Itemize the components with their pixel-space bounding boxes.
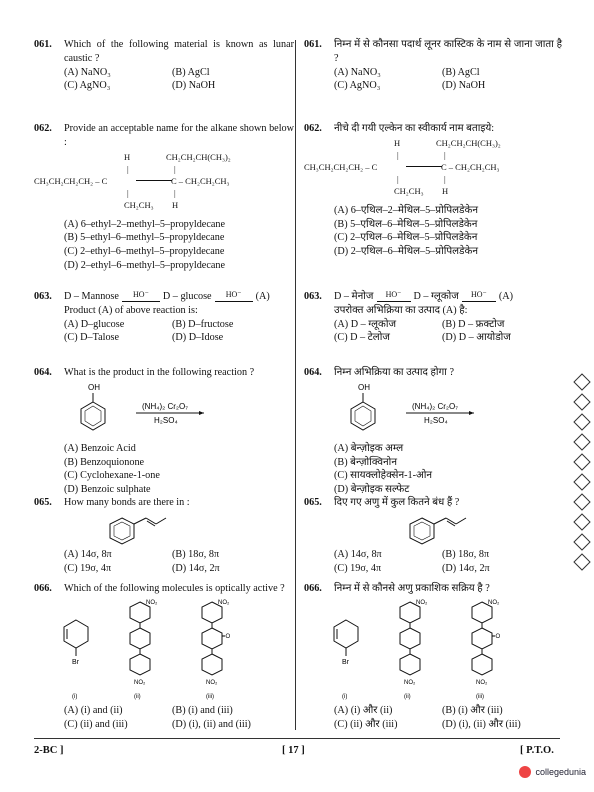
struct-main-right: C – CH₂CH₂CH₃	[441, 161, 500, 172]
footer-code: 2-BC ]	[34, 745, 64, 756]
label-ii: (ii)	[404, 693, 411, 700]
question-065-hi	[304, 496, 562, 575]
styrene-structure	[404, 510, 594, 548]
option-c: (C) 19σ, 4π	[334, 562, 382, 574]
option-a: (A) 6–ethyl–2–methyl–5–propyldecane	[64, 218, 225, 230]
no2-label-iii-top: NO₂	[488, 599, 500, 606]
option-d: (D) D–Idose	[172, 332, 224, 344]
option-d: (D) Benzoic sulphate	[64, 484, 151, 496]
oh-label: OH	[88, 382, 100, 392]
option-d: (D) D – आयोडोज	[442, 332, 511, 344]
br-label: Br	[72, 658, 79, 666]
option-a: (A) D–glucose	[64, 318, 125, 330]
no2-label-iii-bottom: NO₂	[476, 679, 488, 686]
question-066-hi	[304, 582, 562, 731]
styrene-structure	[104, 510, 304, 548]
label-i: (i)	[72, 693, 78, 700]
option-c: (C) 2–एथिल–6–मेथिल–5–प्रोपिलडेकेन	[334, 232, 478, 244]
question-063-hi	[304, 290, 562, 345]
option-c: (C) D – टेलोज	[334, 332, 390, 344]
option-a: (A) NaNO₃	[64, 66, 111, 78]
question-064-hi	[304, 366, 562, 497]
no2-label-ii-bottom: NO₂	[134, 679, 146, 686]
question-062-hi	[304, 122, 562, 259]
option-a: (A) बेन्ज़ोइक अम्ल	[334, 442, 404, 454]
phenol-reaction-diagram	[64, 380, 264, 442]
reagent-2: HO⁻	[225, 290, 242, 300]
reactant: D – Mannose	[64, 291, 119, 302]
question-number: 063.	[34, 291, 52, 302]
oh-label: OH	[358, 382, 370, 392]
product: (A)	[498, 291, 513, 302]
footer-rule	[34, 738, 560, 739]
option-b: (B) AgCl	[442, 66, 480, 78]
option-d: (D) 14σ, 2π	[442, 562, 490, 574]
struct-main-left: CH₃CH₂CH₂CH₂ – C	[304, 161, 378, 172]
option-c: (C) सायक्लोहेक्सेन-1-ओन	[334, 470, 433, 482]
column-divider	[295, 40, 296, 730]
option-d: (D) 2–एथिल–6–मेथिल–5–प्रोपिलडेकेन	[334, 246, 478, 258]
option-d: (D) 14σ, 2π	[172, 562, 220, 574]
option-a: (A) 14σ, 8π	[334, 548, 382, 560]
question-number: 064.	[34, 367, 52, 378]
struct-top-right: CH₂CH₂CH(CH₃)₂	[166, 151, 231, 162]
option-b: (B) (i) and (iii)	[172, 704, 233, 716]
question-text: दिए गए अणु में कुल कितने बंध हैं ?	[334, 497, 460, 508]
question-063-en	[34, 290, 294, 345]
question-061-en	[34, 38, 294, 93]
struct-bottom-right: H	[442, 185, 449, 196]
br-label: Br	[342, 658, 349, 666]
option-d: (D) (i), (ii) और (iii)	[442, 718, 521, 730]
phenol-reaction-diagram	[334, 380, 534, 442]
struct-main-right: C – CH₂CH₂CH₃	[171, 175, 230, 186]
question-number: 066.	[34, 583, 52, 594]
reagent-bottom: H₂SO₄	[424, 415, 448, 425]
option-b: (B) 5–एथिल–6–मेथिल–5–प्रोपिलडेकेन	[334, 218, 478, 230]
question-061-hi	[304, 38, 562, 93]
no2-label-ii-top: NO₂	[146, 599, 158, 606]
reactant: D – मेनोज	[334, 291, 374, 302]
question-text: निम्न में से कौनसे अणु प्रकाशिक सक्रिय है ?	[334, 583, 490, 594]
question-text: Which of the following material is known as lunar caustic ?	[64, 39, 294, 64]
option-b: (B) Benzoquionone	[64, 456, 145, 468]
option-b: (B) (i) और (iii)	[442, 704, 503, 716]
option-a: (A) 6–एथिल–2–मेथिल–5–प्रोपिलडेकेन	[334, 204, 478, 216]
question-text: उपरोक्त अभिक्रिया का उत्पाद (A) है:	[334, 304, 468, 316]
option-a: (A) D – ग्लूकोज	[334, 318, 397, 330]
label-iii: (iii)	[476, 693, 484, 700]
option-c: (C) AgNO₃	[334, 80, 381, 92]
struct-bottom-left: CH₂CH₃	[124, 199, 154, 210]
reagent-bottom: H₂SO₄	[154, 415, 178, 425]
option-a: (A) (i) और (ii)	[334, 704, 393, 716]
struct-h: H	[394, 137, 401, 148]
option-b: (B) D – फ्रक्टोज	[442, 318, 505, 330]
logo-icon	[519, 766, 531, 778]
option-b: (B) 5–ethyl–6–methyl–5–propyldecane	[64, 232, 225, 244]
watermark-logo	[519, 766, 586, 778]
option-b: (B) बेन्ज़ोक्विनोन	[334, 456, 397, 468]
molecules-066	[54, 596, 284, 704]
struct-main-left: CH₃CH₂CH₂CH₂ – C	[34, 175, 108, 186]
question-text: Which of the following molecules is optically active ?	[64, 583, 285, 594]
question-text: नीचे दी गयी एल्केन का स्वीकार्य नाम बताइये:	[334, 123, 495, 134]
reagent-2: HO⁻	[470, 290, 487, 300]
option-b: (B) 18σ, 8π	[172, 548, 220, 560]
option-c: (C) D–Talose	[64, 332, 120, 344]
no2-label-ii-top: NO₂	[416, 599, 428, 606]
option-a: (A) (i) and (ii)	[64, 704, 123, 716]
option-c: (C) (ii) और (iii)	[334, 718, 398, 730]
question-text: निम्न अभिक्रिया का उत्पाद होगा ?	[334, 367, 454, 378]
reagent: HO⁻	[133, 290, 149, 300]
question-number: 062.	[34, 123, 52, 134]
question-number: 062.	[304, 123, 322, 134]
struct-h: H	[124, 151, 131, 162]
label-i: (i)	[342, 693, 348, 700]
question-064-en	[34, 366, 294, 497]
option-a: (A) NaNO₃	[334, 66, 381, 78]
logo-text: collegedunia	[535, 767, 586, 777]
intermediate: D – glucose	[162, 291, 212, 302]
option-c: (C) AgNO₃	[64, 80, 111, 92]
question-number: 066.	[304, 583, 322, 594]
reagent: HO⁻	[385, 290, 402, 300]
ketone-label: =O	[222, 633, 231, 640]
question-number: 061.	[304, 39, 322, 50]
question-number: 063.	[304, 291, 322, 302]
option-d: (D) 2–ethyl–6–methyl–5–propyldecane	[64, 259, 225, 271]
question-number: 065.	[34, 497, 52, 508]
question-065-en	[34, 496, 294, 575]
struct-top-right: CH₂CH₂CH(CH₃)₂	[436, 137, 501, 148]
question-number: 065.	[304, 497, 322, 508]
question-number: 064.	[304, 367, 322, 378]
option-d: (D) बेन्ज़ोइक सल्फेट	[334, 484, 410, 496]
question-number: 061.	[34, 39, 52, 50]
option-d: (D) (i), (ii) and (iii)	[172, 718, 251, 730]
reagent-top: (NH₄)₂ Cr₂O₇	[142, 401, 188, 411]
question-text: Provide an acceptable name for the alkane shown below :	[64, 123, 294, 148]
reagent-top: (NH₄)₂ Cr₂O₇	[412, 401, 458, 411]
struct-bottom-right: H	[172, 199, 179, 210]
option-a: (A) 14σ, 8π	[64, 548, 112, 560]
question-text: What is the product in the following reaction ?	[64, 367, 255, 378]
option-c: (C) 19σ, 4π	[64, 562, 112, 574]
molecules-066	[324, 596, 554, 704]
page-number: [ 17 ]	[282, 745, 305, 756]
option-b: (B) AgCl	[172, 66, 210, 78]
question-text: Product (A) of above reaction is:	[64, 304, 198, 316]
option-a: (A) Benzoic Acid	[64, 442, 136, 454]
label-iii: (iii)	[206, 693, 214, 700]
option-d: (D) NaOH	[442, 80, 486, 92]
question-text: निम्न में से कौनसा पदार्थ लूनर कास्टिक के नाम से जाना जाता है ?	[334, 39, 562, 64]
question-text: How many bonds are there in :	[64, 497, 190, 508]
question-062-en	[34, 122, 294, 273]
label-ii: (ii)	[134, 693, 141, 700]
option-d: (D) NaOH	[172, 80, 216, 92]
intermediate: D – ग्लूकोज	[413, 291, 459, 302]
pto-label: [ P.T.O.	[520, 745, 554, 756]
option-c: (C) (ii) and (iii)	[64, 718, 128, 730]
no2-label-iii-bottom: NO₂	[206, 679, 218, 686]
alkane-structure: H CH₂CH₂CH(CH₃)₂ | | CH₃CH₂CH₂CH₂ – C C – CH₂CH₂CH₃ | | CH₂CH₃ H	[34, 151, 231, 210]
decorative-border-pattern	[572, 372, 592, 572]
alkane-structure: H CH₂CH₂CH(CH₃)₂ | | CH₃CH₂CH₂CH₂ – C C – CH₂CH₂CH₃ | | CH₂CH₃ H	[304, 137, 501, 196]
question-066-en	[34, 582, 294, 731]
option-c: (C) 2–ethyl–6–methyl–5–propyldecane	[64, 246, 225, 258]
option-c: (C) Cyclohexane-1-one	[64, 470, 160, 482]
struct-bottom-left: CH₂CH₃	[394, 185, 424, 196]
option-b: (B) 18σ, 8π	[442, 548, 490, 560]
option-b: (B) D–fructose	[172, 318, 234, 330]
ketone-label: =O	[492, 633, 501, 640]
product: (A)	[255, 291, 270, 302]
no2-label-iii-top: NO₂	[218, 599, 230, 606]
no2-label-ii-bottom: NO₂	[404, 679, 416, 686]
